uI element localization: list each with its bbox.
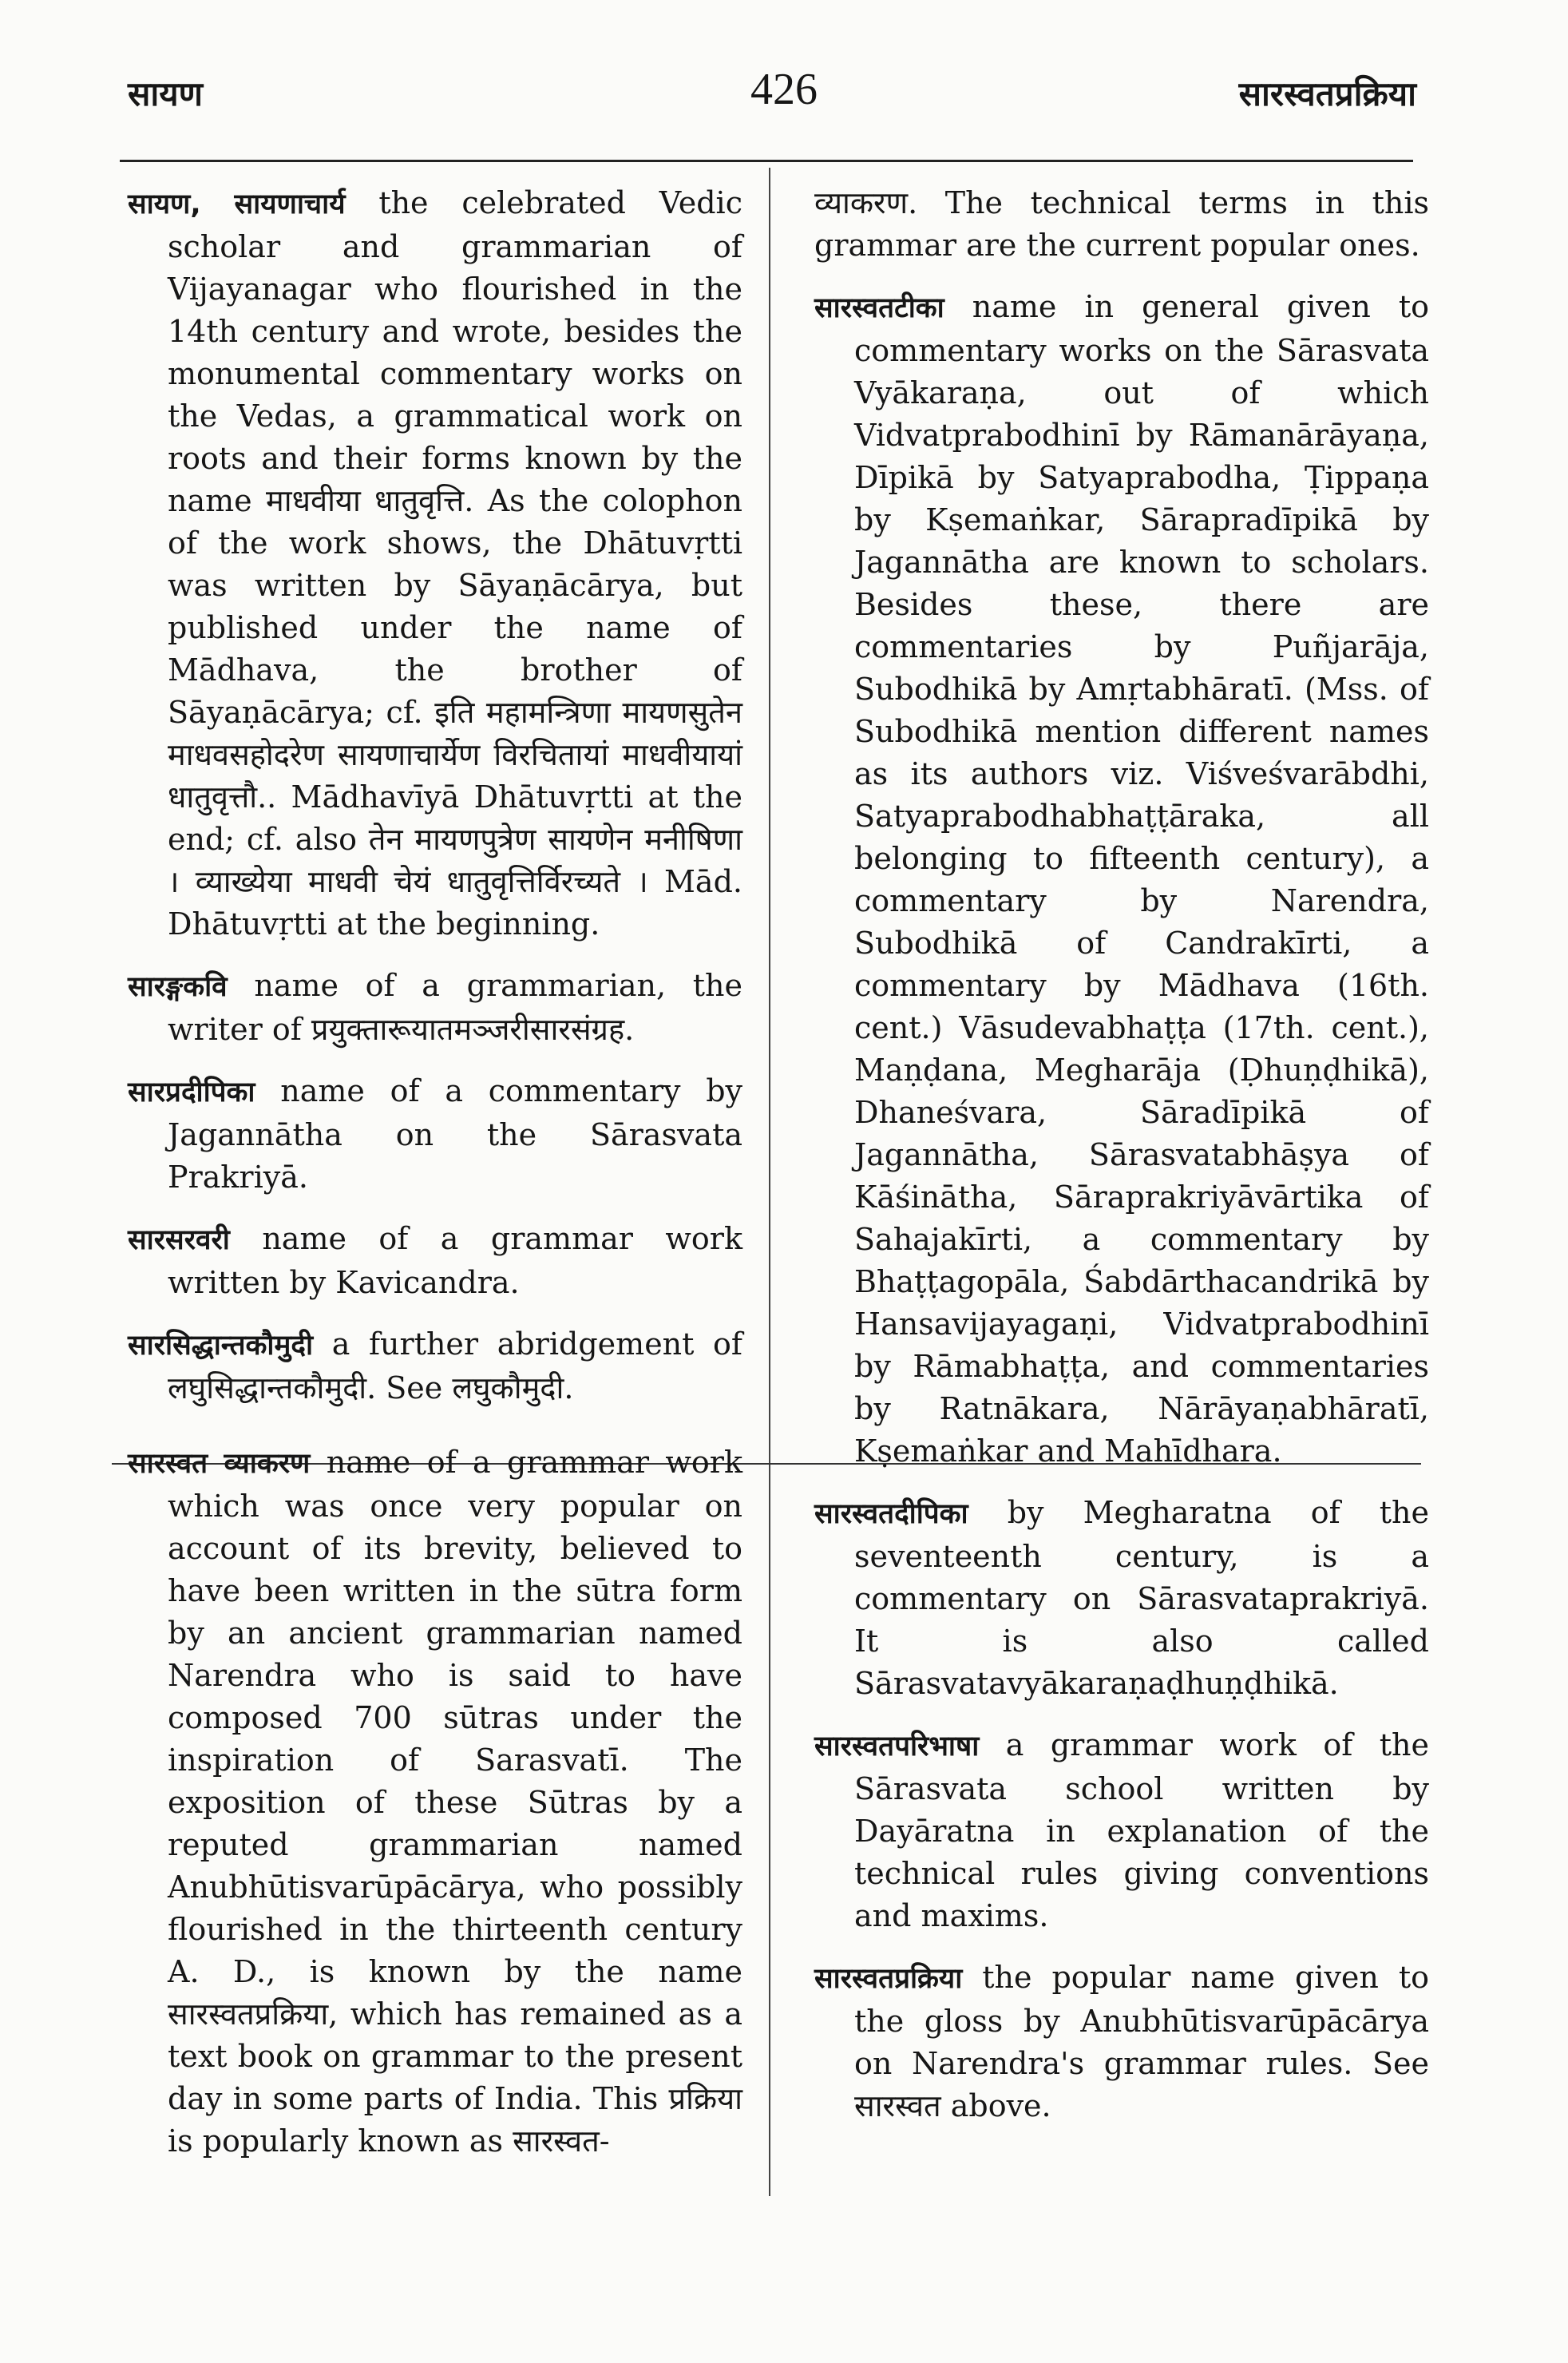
entry-sarapradipika xyxy=(128,1070,742,1199)
definition: the celebrated Vedic scholar and grammarian of Vijayanagar who flourished in the 14th century and wrote, besides the monumental commentary works on the Vedas, a grammatical work on roots and their forms known by the name माधवीया धातुवृत्ति. As the colophon of the work shows, the Dhātuvṛtti was written by Sāyaṇācārya, but published under the name of Mādhava, the brother of Sāyaṇācārya; cf. इति महामन्त्रिणा मायणसुतेन माधवसहोदरेण सायणाचार्येण विरचितायां माधवीयायां धातुवृत्तौ.. Mādhavīyā Dhātuvṛtti at the end; cf. also तेन मायणपुत्रेण सायणेन मनीषिणा । व्याख्येया माधवी चेयं धातुवृत्तिर्विरच्यते । Mād. Dhātuvṛtti at the beginning. xyxy=(168,185,743,942)
definition: name of a grammar work written by Kavicandra. xyxy=(168,1221,742,1300)
headword: सारसिद्धान्तकौमुदी xyxy=(128,1330,314,1362)
entry-sarasvatatika xyxy=(814,286,1429,1473)
definition: name in general given to commentary works on the Sārasvata Vyākaraṇa, out of which Vidvatprabodhinī by Rāmanārāyaṇa, Dīpikā by Satyaprabodha, Ṭippaṇa by Kṣemaṅkar, Sārapradīpikā by Jagannātha are known to scholars. Besides these, there are commentaries by Puñjarāja, Subodhikā by Amṛtabhāratī. (Mss. of Subodhikā mention different names as its authors viz. Viśveśvarābdhi, Satyaprabodhabhaṭṭāraka, all belonging to fifteenth century), a commentary by Narendra, Subodhikā of Candrakīrti, a commentary by Mādhava (16th. cent.) Vāsudevabhaṭṭa (17th. cent.), Maṇḍana, Megharāja (Ḍhuṇḍhikā), Dhaneśvara, Sāradīpikā of Jagannātha, Sārasvatabhāṣya of Kāśinātha, Sāraprakriyāvārtika of Sahajakīrti, a commentary by Bhaṭṭagopāla, Śabdārthacandrikā by Hansavijayagaṇi, Vidvatprabodhinī by Rāmabhaṭṭa, and commentaries by Ratnākara, Nārāyaṇabhāratī, Kṣemaṅkar and Mahīdhara. xyxy=(854,289,1429,1469)
entry-sarasvata-vyakarana xyxy=(128,1441,742,2163)
header-left-guideword: सायण xyxy=(128,74,203,113)
entry-sarasvataparibhasha xyxy=(814,1724,1429,1937)
entry-sarasiddhantakaumudi xyxy=(128,1323,742,1409)
definition: name of a commentary by Jagannātha on the Sārasvata Prakriyā. xyxy=(168,1073,742,1195)
headword: सारस्वतप्रक्रिया xyxy=(814,1963,963,1995)
entry-sayana xyxy=(128,182,742,946)
headword: सारस्वतपरिभाषा xyxy=(814,1731,980,1762)
entry-sarasaravari xyxy=(128,1218,742,1304)
entry-continuation xyxy=(814,182,1429,267)
headword: सारस्वत व्याकरण xyxy=(128,1448,311,1480)
definition: by Megharatna of the seventeenth century, is a commentary on Sārasvataprakriyā. It is also called Sārasvatavyākaraṇaḍhuṇḍhikā. xyxy=(854,1495,1429,1701)
right-column xyxy=(814,182,1429,2147)
headword: सारसरवरी xyxy=(128,1224,230,1256)
definition: the popular name given to the gloss by Anubhūtisvarūpācārya on Narendra's grammar rules. See सारस्वत above. xyxy=(854,1960,1429,2123)
definition: a grammar work of the Sārasvata school written by Dayāratna in explanation of the technical rules giving conventions and maxims. xyxy=(854,1727,1429,1933)
left-column xyxy=(128,182,742,2182)
page-number: 426 xyxy=(750,65,818,114)
headword: सायण, सायणाचार्य xyxy=(128,188,346,220)
headword: सारस्वतदीपिका xyxy=(814,1498,968,1530)
header-rule xyxy=(120,160,1413,162)
definition: name of a grammar work which was once very popular on account of its brevity, believed to have been written in the sūtra form by an ancient grammarian named Narendra who is said to have composed 700 sūtras under the inspiration of Sarasvatī. The exposition of these Sūtras by a reputed grammarian named Anubhūtisvarūpācārya, who possibly flourished in the thirteenth century A. D., is known by the name सारस्वतप्रक्रिया, which has remained as a text book on grammar to the present day in some parts of India. This प्रक्रिया is popularly known as सारस्वत- xyxy=(168,1445,742,2159)
headword: सारप्रदीपिका xyxy=(128,1076,255,1108)
entry-sarangakavi xyxy=(128,965,742,1051)
definition: a further abridgement of लघुसिद्धान्तकौमुदी. See लघुकौमुदी. xyxy=(168,1326,742,1406)
entry-sarasvatadipika xyxy=(814,1492,1429,1705)
definition: name of a grammarian, the writer of प्रयुक्तारूयातमञ्जरीसारसंग्रह. xyxy=(168,968,742,1047)
header-right-guideword: सारस्वतप्रक्रिया xyxy=(1238,74,1416,113)
column-divider xyxy=(769,168,770,2196)
headword: सारस्वतटीका xyxy=(814,292,944,324)
page-header xyxy=(0,64,1568,136)
entry-sarasvataprakriya xyxy=(814,1957,1429,2127)
definition: व्याकरण. The technical terms in this grammar are the current popular ones. xyxy=(814,185,1429,263)
headword: सारङ्गकवि xyxy=(128,971,228,1003)
